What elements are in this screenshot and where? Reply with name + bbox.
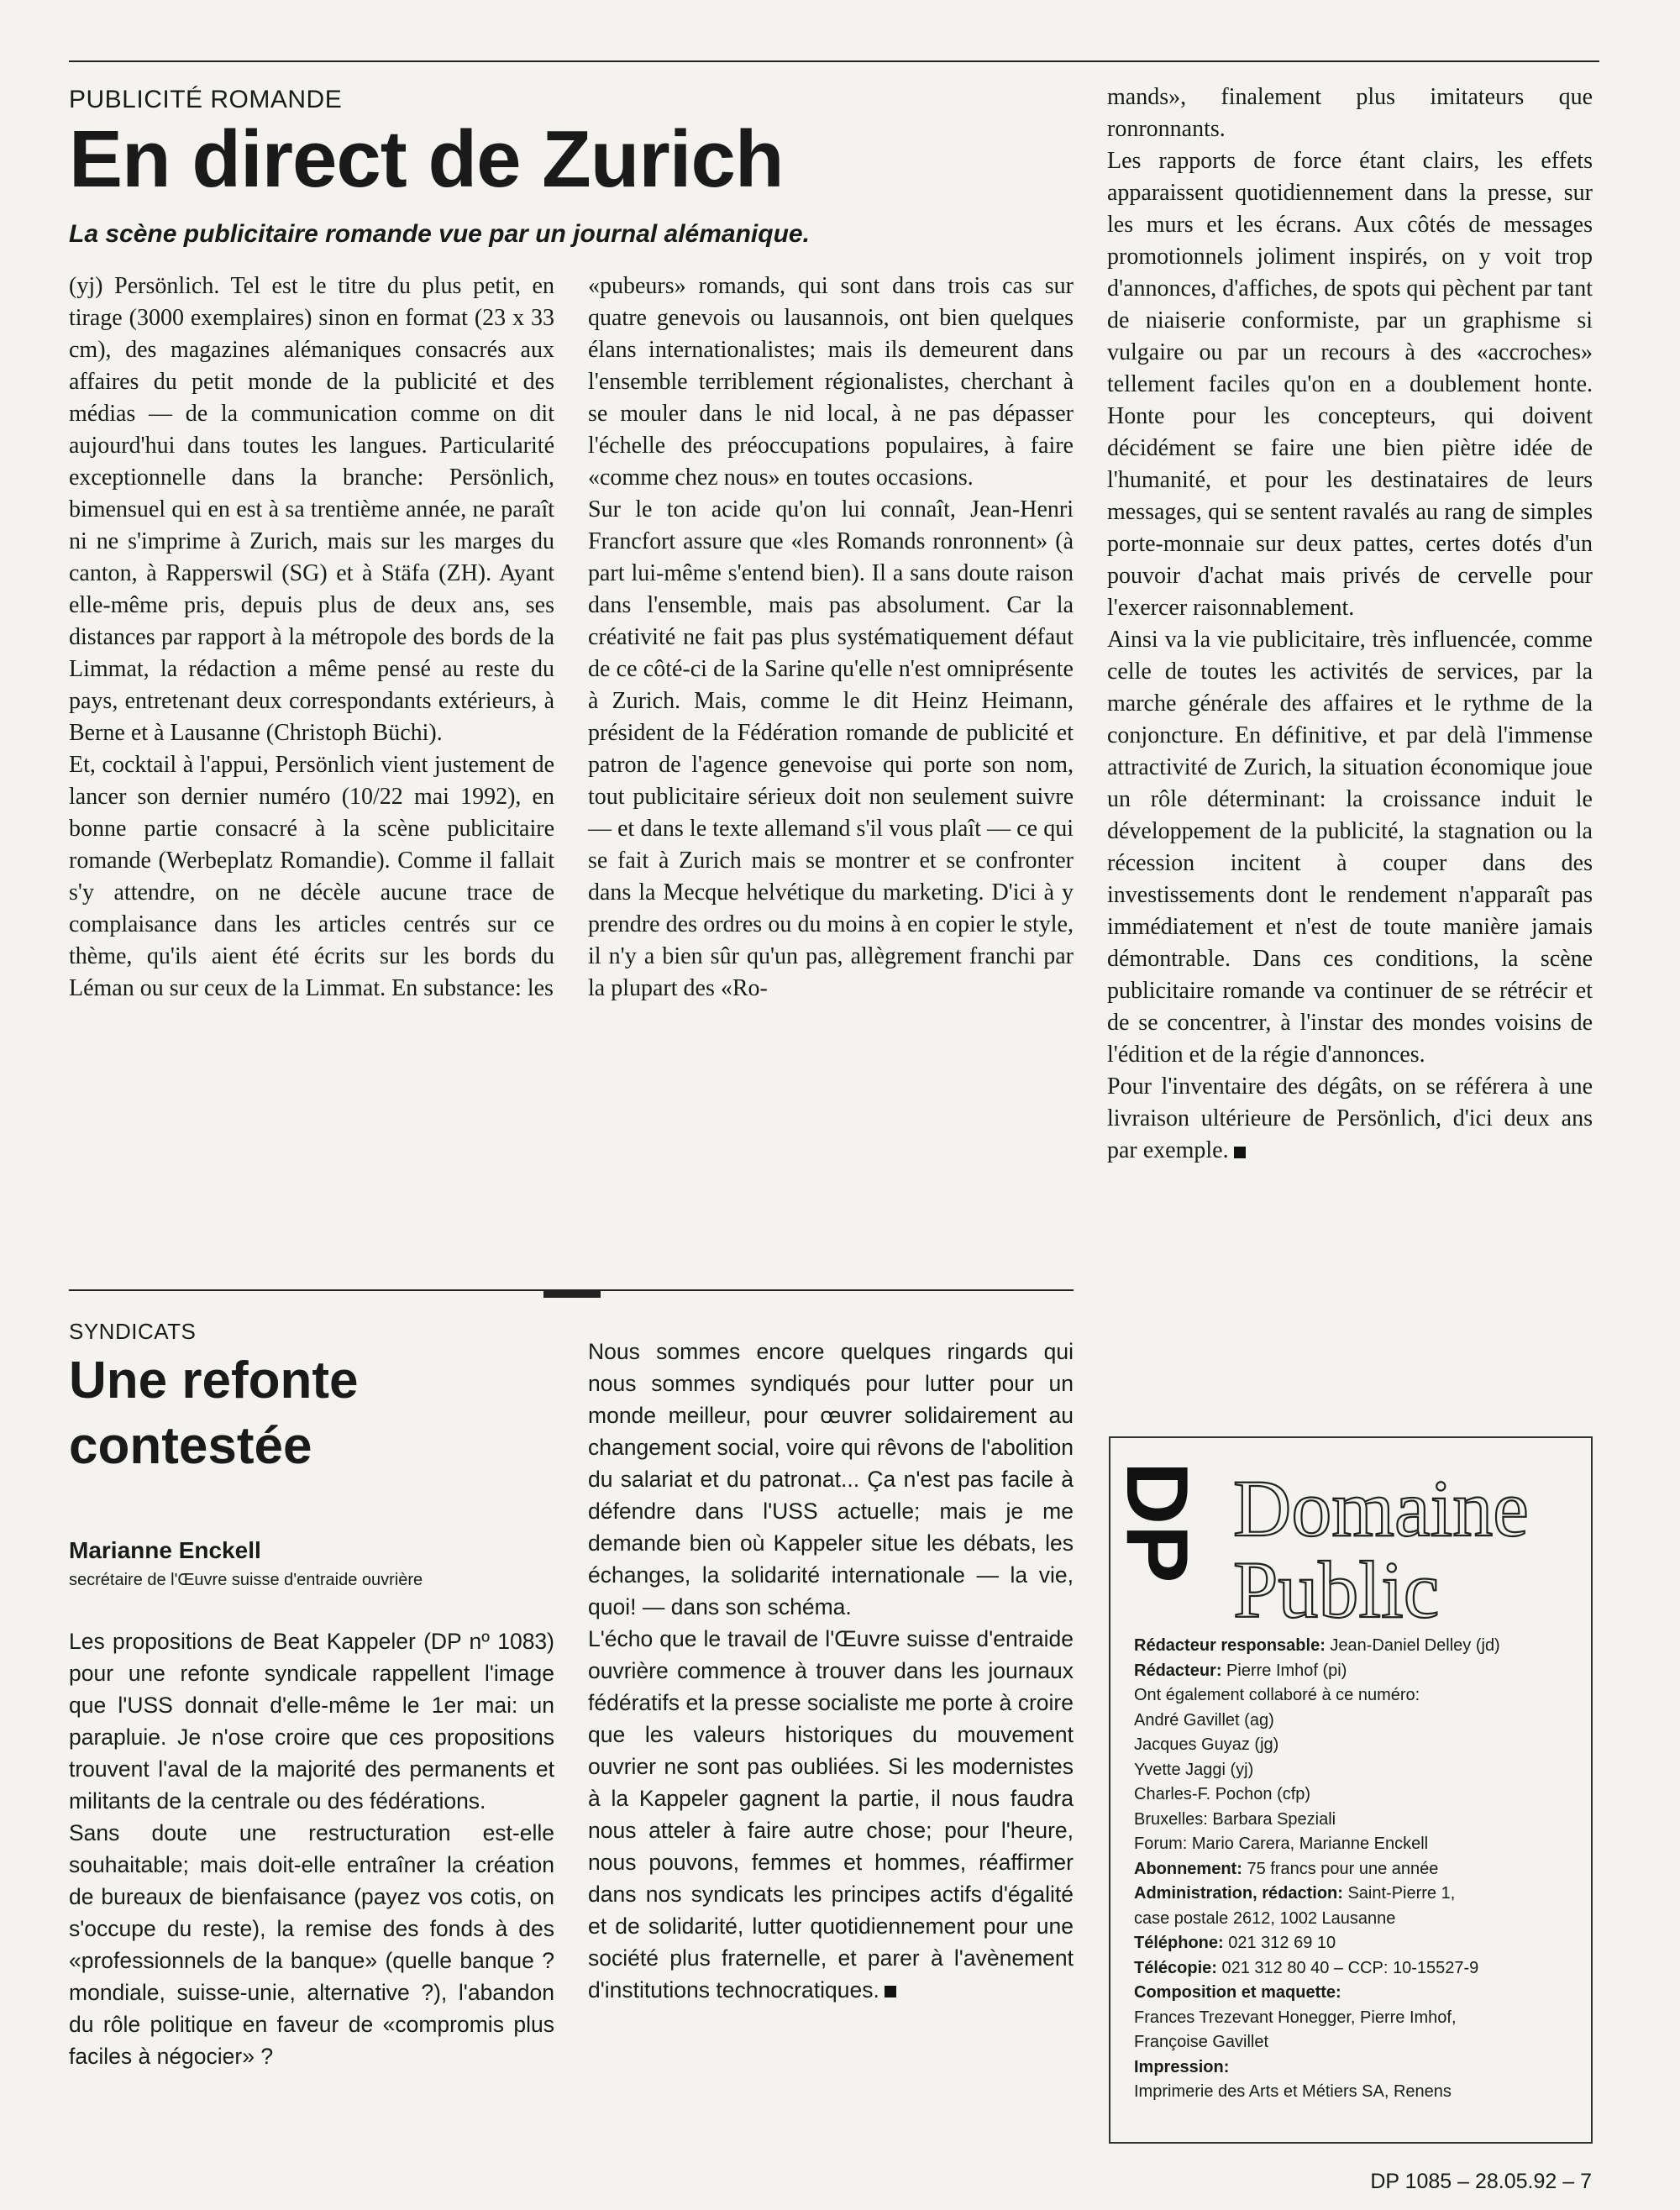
credit-line: Charles-F. Pochon (cfp) <box>1134 1785 1311 1803</box>
masthead-credits <box>1134 1634 1588 2105</box>
paragraph: Et, cocktail à l'appui, Persönlich vient justement de lancer son dernier numéro (10/22 mai 1992), en bonne partie consacré à la scène publicitaire romande (Werbeplatz Romandie). Comme il fallait s'y attendre, on ne décèle aucune trace de complaisance dans les articles centrés sur ce thème, qu'ils aient été écrits sur les bords du Léman ou sur ceux de la Limmat. En substance: les <box>69 752 554 1001</box>
credit-line: Yvette Jaggi (yj) <box>1134 1760 1254 1779</box>
logo-dp-letters: DP <box>1108 1462 1205 1583</box>
paragraph-text: Pour l'inventaire des dégâts, on se référera à une livraison ultérieure de Persönlich, d'ici deux ans par exemple. <box>1107 1074 1593 1163</box>
author-role: secrétaire de l'Œuvre suisse d'entraide ouvrière <box>69 1571 423 1589</box>
paragraph: mands», finalement plus imitateurs que ronronnants. <box>1107 84 1593 142</box>
credit-line: Rédacteur: Pierre Imhof (pi) <box>1134 1661 1347 1680</box>
logo-line-2: Public <box>1233 1545 1440 1635</box>
credit-line: Télécopie: 021 312 80 40 – CCP: 10-15527-9 <box>1134 1958 1479 1977</box>
credit-line: Imprimerie des Arts et Métiers SA, Renens <box>1134 2082 1452 2101</box>
paragraph <box>588 1623 1074 2006</box>
paragraph: Nous sommes encore quelques ringards qui nous sommes syndiqués pour lutter pour un monde meilleur, pour œuvrer solidairement au changement social, voire qui rêvons de l'abolition du salariat et du patronat... Ça n'est pas facile à défendre dans l'USS actuelle; mais je me demande bien où Kappeler situe les débats, les échanges, la solidarité internationale — la vie, quoi! — dans son schéma. <box>588 1339 1074 1619</box>
paragraph: Sans doute une restructuration est-elle souhaitable; mais doit-elle entraîner la création de bureaux de bienfaisance (payez vos cotis, on s'occupe du reste), la remise des fonds à des «professionnels de la banque» (quelle banque ? mondiale, suisse-unie, alternative ?), l'abandon du rôle politique en faveur de «compromis plus faciles à négocier» ? <box>69 1820 554 2069</box>
page-footer: DP 1085 – 28.05.92 – 7 <box>1370 2170 1592 2193</box>
article-title: Une refonte contestée <box>69 1352 359 1475</box>
paragraph: Les propositions de Beat Kappeler (DP nº 1083) pour une refonte syndicale rappellent l'image que l'USS donnait d'elle-même le 1er mai: un parapluie. Je n'ose croire que ces propositions trouvent l'aval de la majorité des permanents et militants de la centrale ou des fédérations. <box>69 1629 554 1814</box>
credit-line: Téléphone: 021 312 69 10 <box>1134 1934 1336 1952</box>
credit-line: Forum: Mario Carera, Marianne Enckell <box>1134 1835 1429 1853</box>
article-subtitle: La scène publicitaire romande vue par un journal alémanique. <box>69 220 810 248</box>
section-kicker: PUBLICITÉ ROMANDE <box>69 86 343 113</box>
domaine-public-logo <box>1108 1462 1569 1635</box>
paragraph: Sur le ton acide qu'on lui connaît, Jean-Henri Francfort assure que «les Romands ronronnent» (à part lui-même s'entend bien). Il a sans doute raison dans l'ensemble, mais pas absolument. Car la créativité ne fait pas plus systématiquement défaut de ce côté-ci de la Sarine qu'elle n'est omniprésente à Zurich. Mais, comme le dit Heinz Heimann, président de la Fédération romande de publicité et patron de l'agence genevoise qui porte son nom, tout publicitaire sérieux doit non seulement suivre — et dans le texte allemand s'il vous plaît — ce qui se fait à Zurich mais se montrer et se confronter dans la Mecque helvétique du marketing. D'ici à y prendre des ordres ou du moins à en copier le style, il n'y a bien sûr qu'un pas, allègrement franchi par la plupart des «Ro- <box>588 496 1074 1001</box>
paragraph: Les rapports de force étant clairs, les effets apparaissent quotidiennement dans la presse, sur les murs et les écrans. Aux côtés de messages promotionnels joliment inspirés, on y voit trop d'annonces, d'affiches, de spots qui pèchent par tant de niaiserie conformiste, par un graphisme si vulgaire ou par un recours à des «accroches» tellement faciles qu'on en a doublement honte. Honte pour les concepteurs, qui doivent décidément se faire une bien piètre idée de l'humanité, et pour les destinataires de leurs messages, qui se sentent ravalés au rang de simples porte-monnaie sur deux pattes, certes dotés d'un pouvoir d'achat mais privés de cervelle pour l'exercer raisonnablement. <box>1107 148 1593 621</box>
paragraph <box>1107 1071 1593 1167</box>
credit-line: Composition et maquette: <box>1134 1983 1341 2002</box>
paragraph: «pubeurs» romands, qui sont dans trois cas sur quatre genevois ou lausannois, ont bien quelques élans internationalistes; mais ils demeurent dans l'ensemble terriblement régionalistes, cherchant à se mouler dans le nid local, à ne pas dépasser l'échelle des préoccupations populaires, à faire «comme chez nous» en toutes occasions. <box>588 273 1074 491</box>
end-mark-icon <box>885 1986 896 1997</box>
article1-column-1 <box>69 270 554 1005</box>
credit-line: Bruxelles: Barbara Speziali <box>1134 1809 1336 1829</box>
author-name: Marianne Enckell <box>69 1537 261 1563</box>
credit-line: Impression: <box>1134 2057 1230 2076</box>
credit-line: Frances Trezevant Honegger, Pierre Imhof, <box>1134 2008 1457 2027</box>
article1-column-2 <box>588 270 1074 1005</box>
credit-line: André Gavillet (ag) <box>1134 1710 1274 1730</box>
credit-line: Abonnement: 75 francs pour une année <box>1134 1859 1439 1878</box>
end-mark-icon <box>1234 1147 1246 1158</box>
paragraph: Ainsi va la vie publicitaire, très influencée, comme celle de toutes les activités de services, par la marche générale des affaires et le rythme de la conjoncture. En définitive, et par delà l'immense attractivité de Zurich, la situation économique joue un rôle déterminant: la croissance induit le développement de la publicité, la stagnation ou la récession incitent à couper dans des investissements dont le rendement n'apparaît pas immédiatement et n'est de toute manière jamais démontrable. Dans ces conditions, la scène publicitaire romande va continuer de se rétrécir et de se concentrer, à l'instar des mondes voisins de l'édition et de la régie d'annonces. <box>1107 627 1593 1068</box>
credit-line: Ont également collaboré à ce numéro: <box>1134 1686 1420 1704</box>
credit-line: case postale 2612, 1002 Lausanne <box>1134 1908 1396 1928</box>
article2-column-2 <box>588 1336 1074 2006</box>
paragraph: (yj) Persönlich. Tel est le titre du plus petit, en tirage (3000 exemplaires) sinon en format (23 x 33 cm), des magazines alémaniques consacrés aux affaires du petit monde de la publicité et des médias — de la communication comme on dit aujourd'hui dans toutes les langues. Particularité exceptionnelle dans la branche: Persönlich, bimensuel qui en est à sa trentième année, ne paraît ni ne s'imprime à Zurich, mais sur les marges du canton, à Rapperswil (SG) et à Stäfa (ZH). Ayant elle-même pris, depuis plus de deux ans, ses distances par rapport à la métropole des bords de la Limmat, la rédaction a même pensé au reste du pays, entretenant deux correspondants extérieurs, à Berne et à Lausanne (Christoph Büchi). <box>69 273 554 746</box>
article-title: En direct de Zurich <box>69 114 784 204</box>
section-kicker: SYNDICATS <box>69 1319 197 1344</box>
article1-column-3 <box>1107 81 1593 1167</box>
credit-line: Jacques Guyaz (jg) <box>1134 1735 1279 1754</box>
credit-line: Rédacteur responsable: Jean-Daniel Delley (jd) <box>1134 1636 1500 1655</box>
credit-line: Administration, rédaction: Saint-Pierre 1, <box>1134 1884 1456 1903</box>
separator-notch <box>543 1289 601 1298</box>
top-rule <box>69 60 1599 62</box>
credit-line: Françoise Gavillet <box>1134 2033 1269 2051</box>
article2-column-1 <box>69 1625 554 2072</box>
logo-line-1: Domaine <box>1233 1463 1529 1553</box>
paragraph-text: L'écho que le travail de l'Œuvre suisse d'entraide ouvrière commence à trouver dans les journaux fédératifs et la presse socialiste me porte à croire que les valeurs historiques du mouvement ouvrier ne sont pas oubliées. Si les modernistes à la Kappeler gagnent la partie, il nous faudra nous atteler à faire autre chose; pour l'heure, nous pouvons, femmes et hommes, réaffirmer dans nos syndicats les principes actifs d'égalité et de solidarité, lutter quotidiennement pour une société plus fraternelle, et parer à l'avènement d'institutions technocratiques. <box>588 1626 1074 2003</box>
